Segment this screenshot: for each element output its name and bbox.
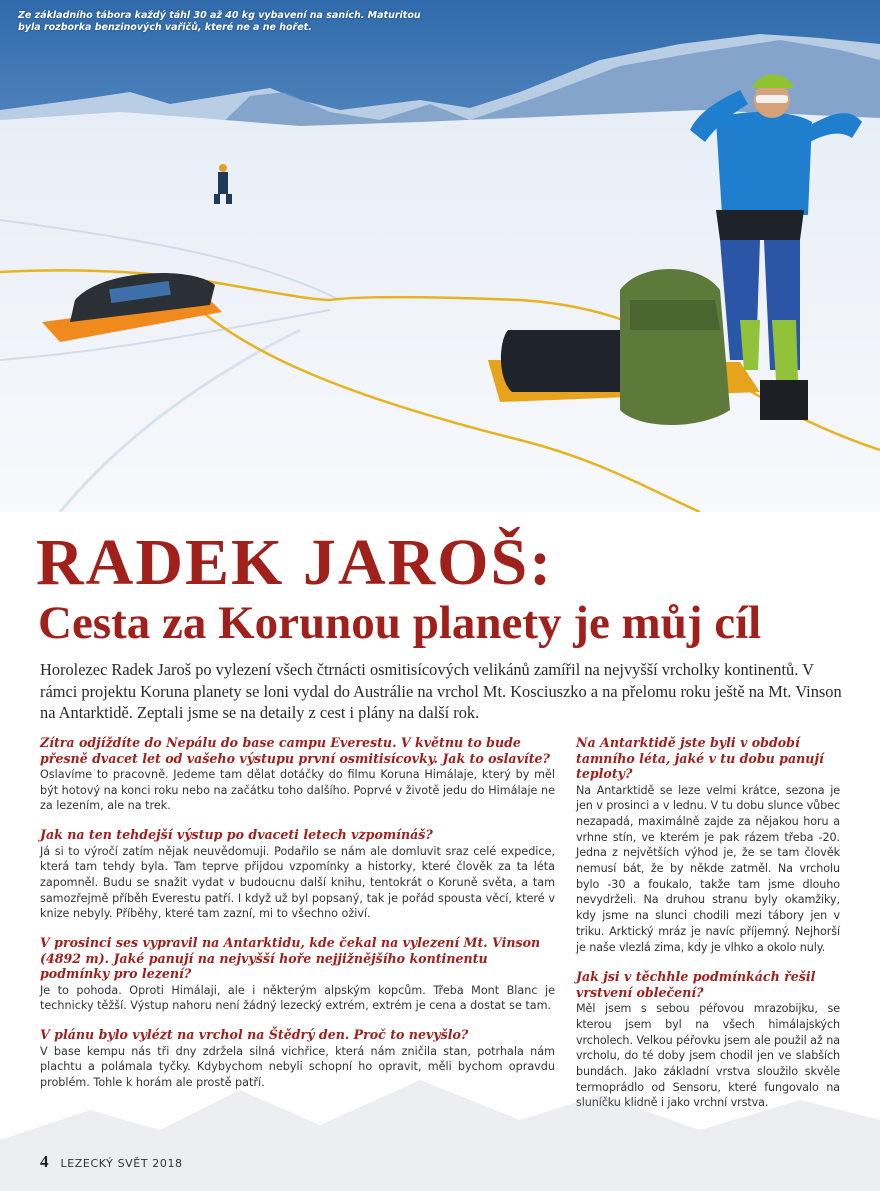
photo-illustration (0, 0, 880, 512)
page-number: 4 (40, 1152, 49, 1171)
photo-caption: Ze základního tábora každý táhl 30 až 40 kg vybavení na saních. Maturitou byla rozborka benzinových vařičů, které ne a ne hořet. (18, 10, 421, 33)
answer: Já si to výročí zatím nějak neuvědomuji. Podařilo se nám ale domluvit sraz celé expedice, která tam tehdy byla. Tam teprve přijdou vzpomínky a historky, které člověk za ta léta zapomněl. Budu se snažit vydat v budoucnu další knihu, tentokrát o Koruně světa, a tam samozřejmě příběh Everestu patří. I když už byl popsaný, tak je pořád spousta věcí, které v knize nebyly. Příběhy, které tam zazní, mi to všechno oživí. (40, 844, 555, 921)
question: V prosinci ses vypravil na Antarktidu, kde čekal na vylezení Mt. Vinson (4892 m). Jaké panují na nejvyšší hoře nejjižnějšího kontinentu podmínky pro lezení? (40, 935, 541, 982)
answer: Na Antarktidě se leze velmi krátce, sezona je jen v prosinci a v lednu. V tu dobu slunce vůbec nezapadá, maximálně zajde za nějakou horu a vrhne stín, ve kterém je pak rázem třeba -20. Jedna z největších výhod je, že se tam člověk nemusí bát, že by někde zatměl. Na vrcholu bylo -30 a foukalo, takže tam jsme dlouho nevydrželi. Na druhou stranu byly okamžiky, kdy jsme na slunci chodili mezi tábory jen v triku. Arktický mráz je navíc příjemný. Nejhorší je naše vlezlá zima, kdy je vlhko a okolo nuly. (576, 783, 840, 954)
answer: Oslavíme to pracovně. Jedeme tam dělat dotáčky do filmu Koruna Himálaje, který by měl být hotový na konci roku nebo na začátku toho dalšího. Poprvé v životě jedu do Himálaje ne za lezením, ale na trek. (40, 768, 555, 813)
qa-block (576, 735, 840, 955)
article-title: RADEK JAROŠ: (36, 526, 554, 599)
qa-block (40, 935, 555, 1014)
question: Na Antarktidě jste byli v období tamního léta, jaké v tu dobu panují teploty? (576, 735, 824, 781)
article-subtitle: Cesta za Korunou planety je můj cíl (38, 597, 762, 649)
question: V plánu bylo vylézt na vrchol na Štědrý den. Proč to nevyšlo? (40, 1027, 469, 1043)
qa-block (40, 735, 555, 814)
magazine-name: LEZECKÝ SVĚT 2018 (60, 1157, 183, 1170)
answer: V base kempu nás tři dny zdržela silná vichřice, která nám zničila stan, potrhala nám plachtu a polámala tyčky. Kdybychom nebyli schopní ho opravit, měli bychom opravdu problém. Tohle k horám ale prostě patří. (40, 1044, 555, 1089)
question: Zítra odjíždíte do Nepálu do base campu Everestu. V květnu to bude přesně dvacet let od vašeho výstupu první osmitisícovky. Jak to oslavíte? (40, 735, 550, 766)
left-column (40, 735, 555, 1104)
hero-photo (0, 0, 880, 512)
question: Jak jsi v těchhle podmínkách řešil vrstvení oblečení? (576, 969, 816, 1000)
qa-block (40, 827, 555, 922)
page-footer (40, 1152, 183, 1170)
answer: Je to pohoda. Oproti Himálaji, ale i některým alpským kopcům. Třeba Mont Blanc je technicky těžší. Výstup nahoru není žádný lezecký extrém, extrém je cena a dostat se tam. (40, 983, 555, 1013)
article-lead: Horolezec Radek Jaroš po vylezení všech čtrnácti osmitisícových velikánů zamířil na nejvyšší vrcholky kontinentů. V rámci projektu Koruna planety se loni vydal do Austrálie na vrchol Mt. Kosciuszko a na přelomu roku ještě na Mt. Vinson na Antarktidě. Zeptali jsme se na detaily z cest i plány na další rok. (40, 660, 842, 722)
question: Jak na ten tehdejší výstup po dvaceti letech vzpomínáš? (40, 827, 433, 843)
answer: Měl jsem s sebou péřovou mrazobijku, se kterou jsem byl na všech himálajských vrcholech. Velkou péřovku jsem ale použil až na vrcholu, do té doby jsem chodil jen ve slabších bundách. Jako základní vrstva sloužilo skvěle termoprádlo od Sensoru, které fungovalo na sluníčku klidně i jako vrchní vrstva. (576, 1002, 840, 1110)
